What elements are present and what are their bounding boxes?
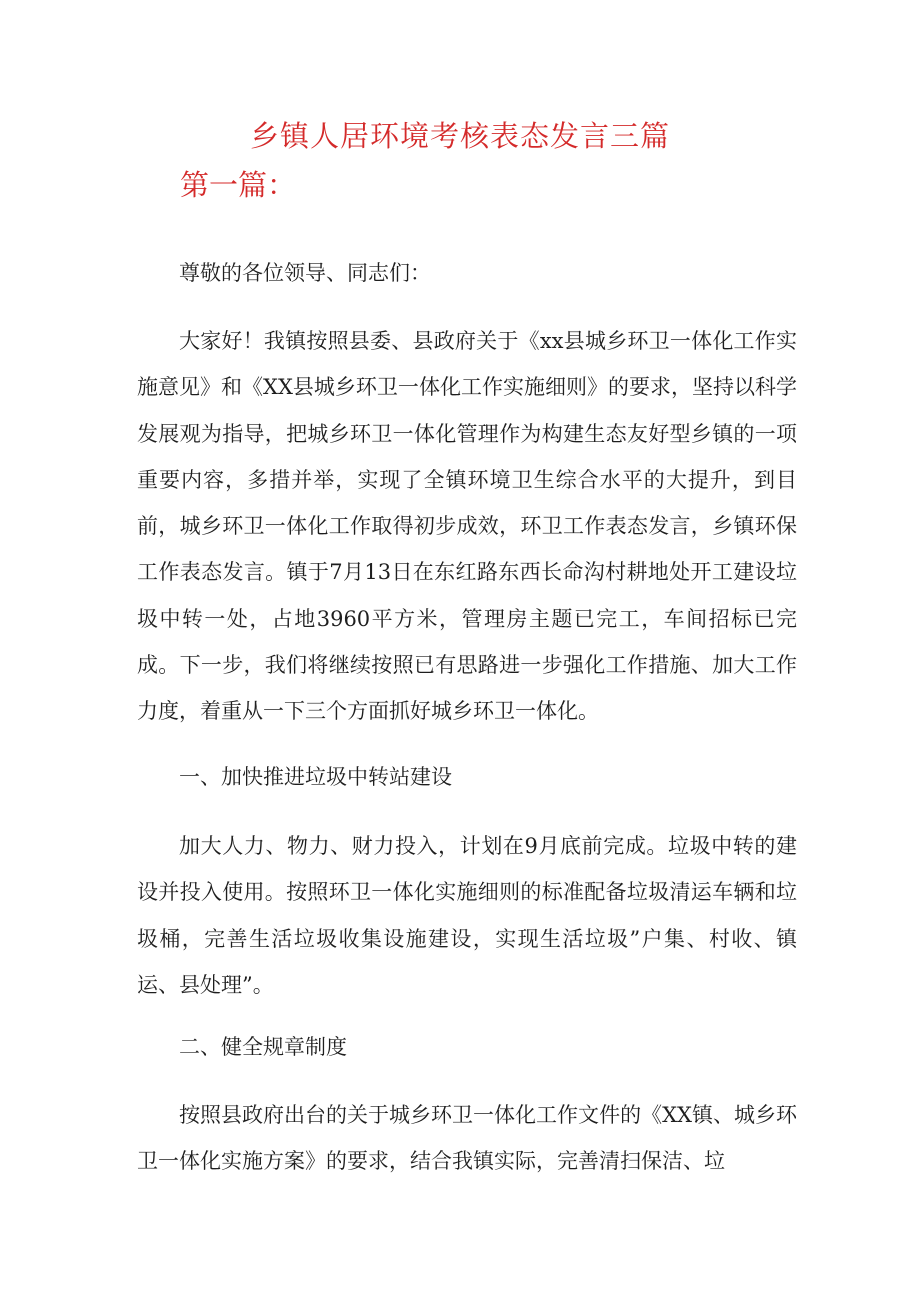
salutation: 尊敬的各位领导、同志们： bbox=[179, 261, 431, 285]
paragraph-1: 加大人力、物力、财力投入，计划在9月底前完成。垃圾中转的建设并投入使用。按照环卫一体化实施细则的标准配备垃圾清运车辆和垃圾桶，完善生活垃圾收集设施建设，实现生活垃圾”户集、村收、镇运、县处理”。 bbox=[137, 834, 797, 997]
subheading-2: 二、健全规章制度 bbox=[179, 1035, 347, 1059]
subheading-1: 一、加快推进垃圾中转站建设 bbox=[179, 765, 452, 789]
document-title: 乡镇人居环境考核表态发言三篇 bbox=[249, 119, 670, 153]
paragraph-2: 按照县政府出台的关于城乡环卫一体化工作文件的《XX镇、城乡环卫一体化实施方案》的要求，结合我镇实际，完善清扫保洁、垃 bbox=[137, 1103, 797, 1174]
part-heading: 第一篇： bbox=[180, 168, 297, 202]
paragraph-intro: 大家好！我镇按照县委、县政府关于《xx县城乡环卫一体化工作实施意见》和《XX县城乡环卫一体化工作实施细则》的要求，坚持以科学发展观为指导，把城乡环卫一体化管理作为构建生态友好型乡镇的一项重要内容，多措并举，实现了全镇环境卫生综合水平的大提升，到目前，城乡环卫一体化工作取得初步成效，环卫工作表态发言，乡镇环保工作表态发言。镇于7月13日在东红路东西长命沟村耕地处开工建设垃圾中转一处，占地3960平方米，管理房主题已完工，车间招标已完成。下一步，我们将继续按照已有思路进一步强化工作措施、加大工作力度，着重从一下三个方面抓好城乡环卫一体化。 bbox=[137, 329, 797, 724]
